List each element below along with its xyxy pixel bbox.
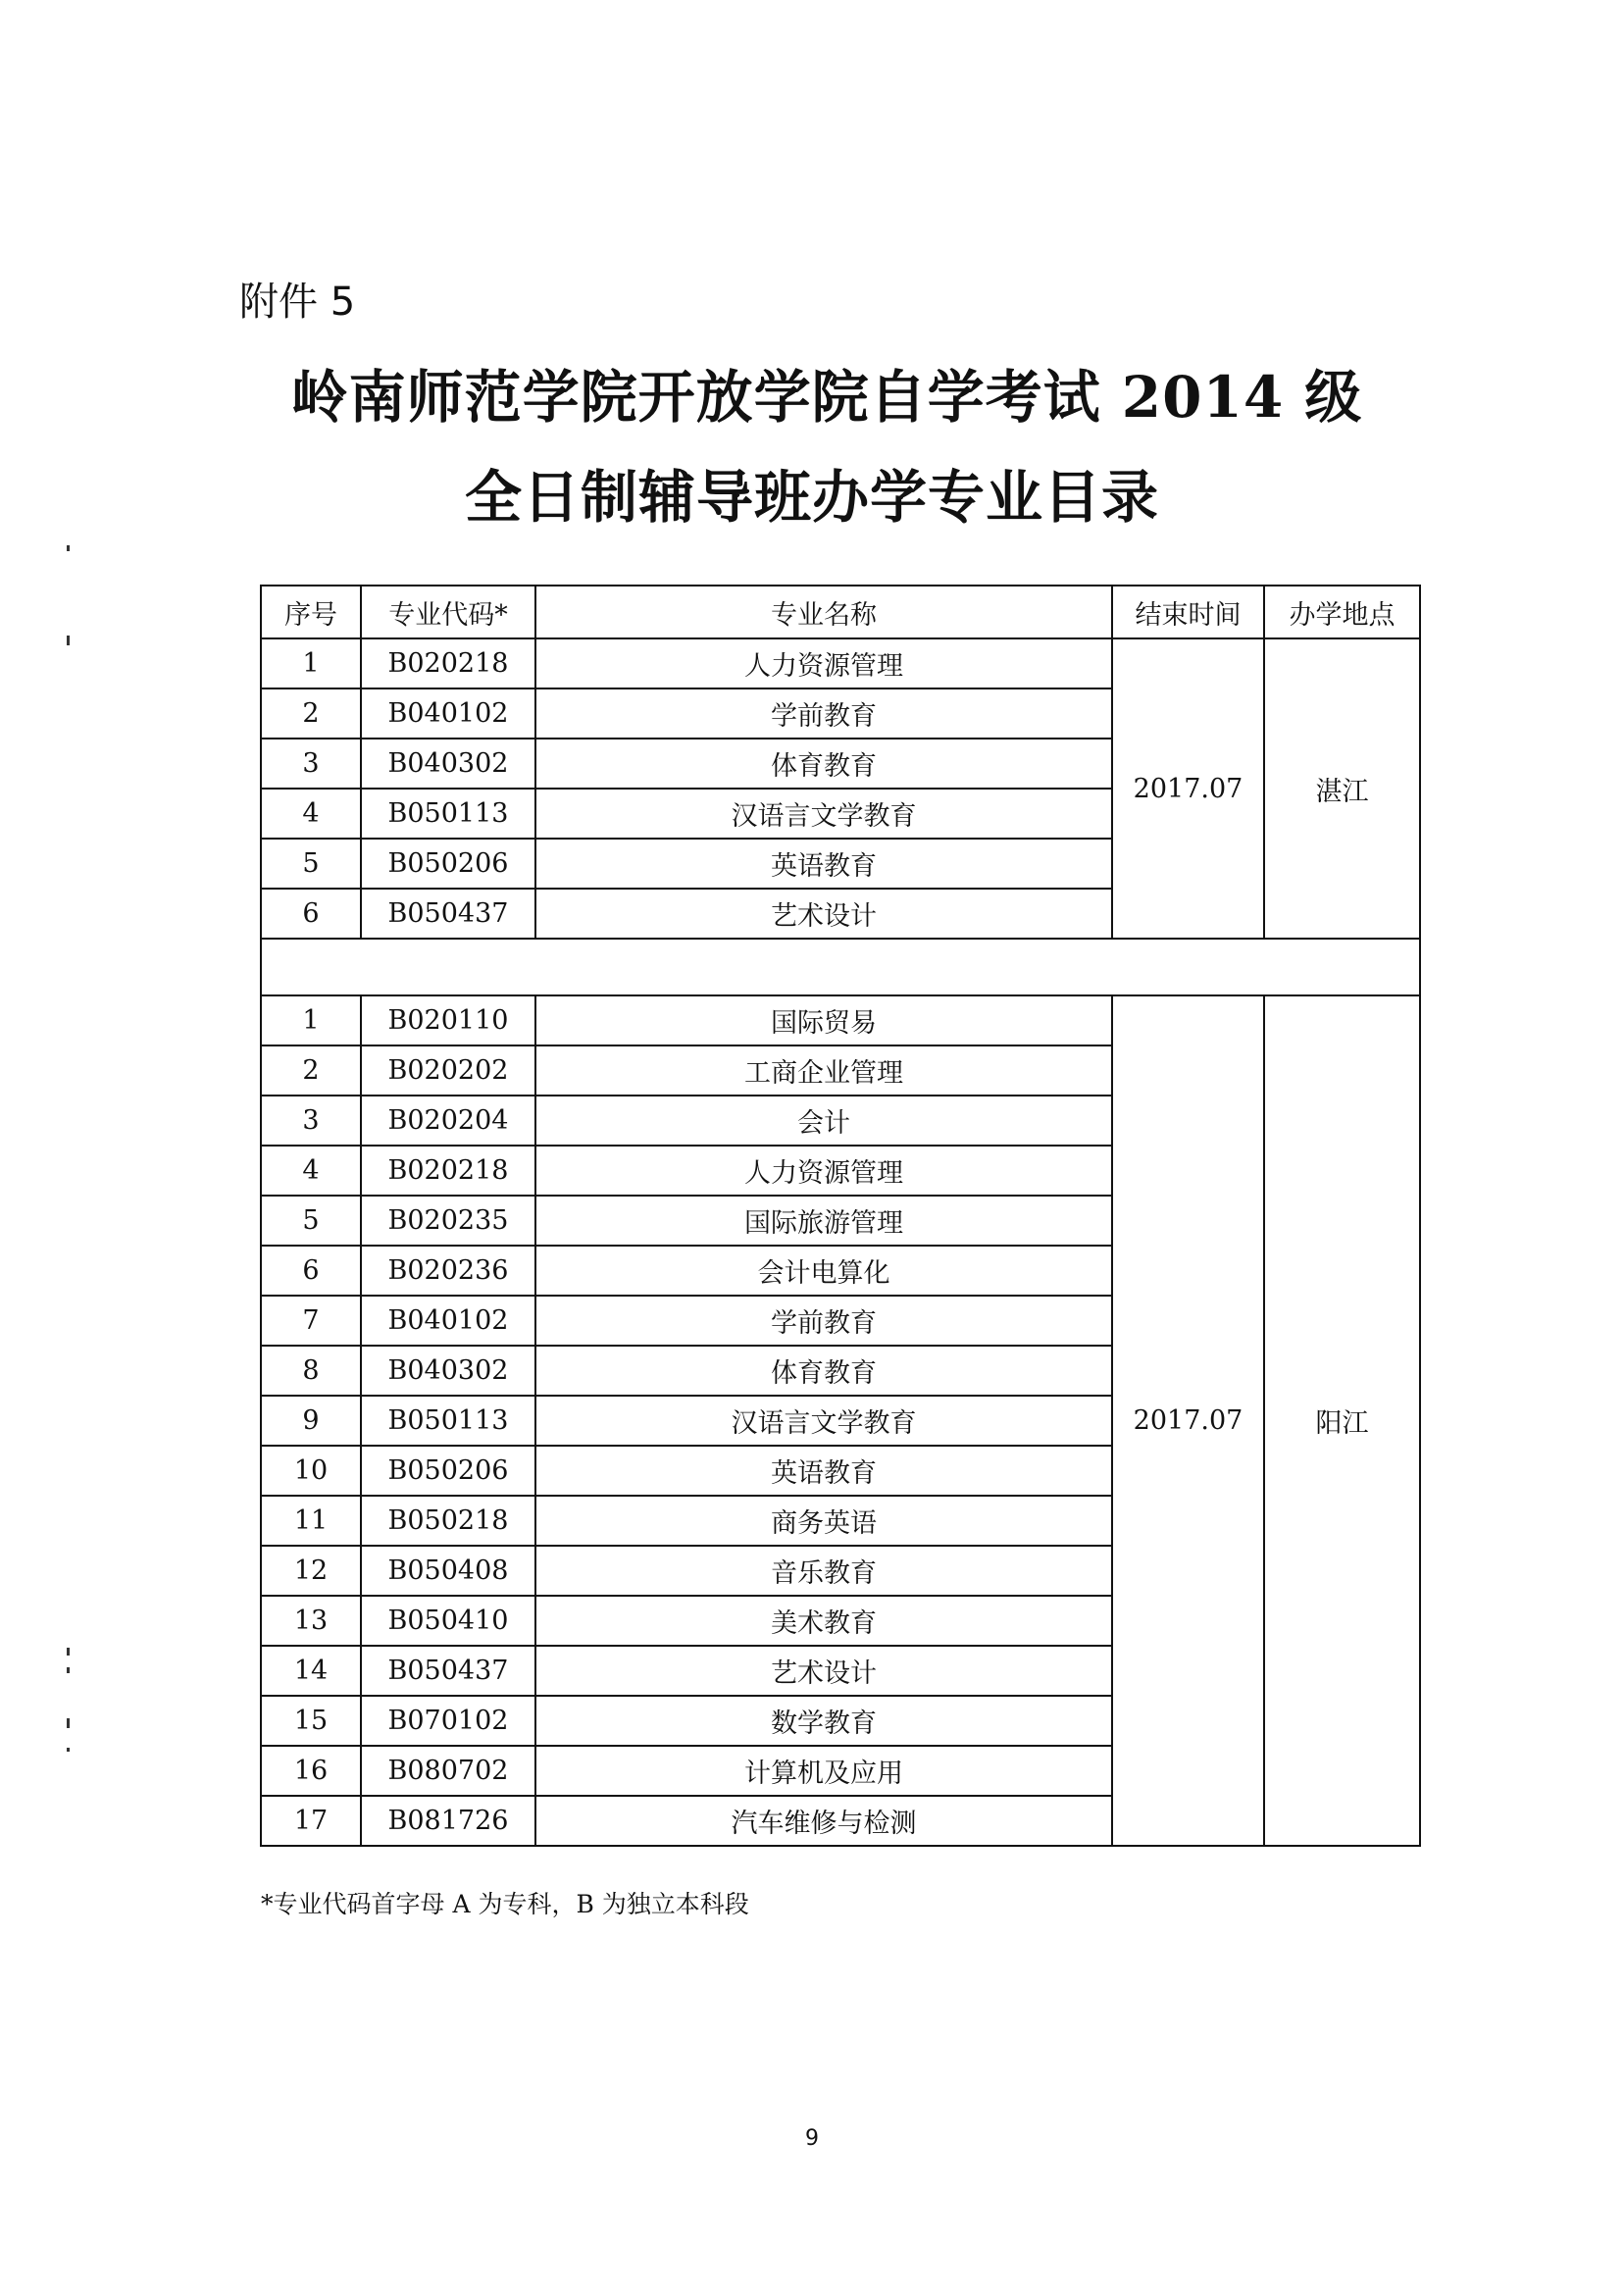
row-index: 5 [261,839,361,889]
major-code: B050113 [361,1396,535,1446]
major-code: B040302 [361,739,535,789]
major-code: B040102 [361,1296,535,1346]
table-header-row [261,586,1420,638]
document-title-line2: 全日制辅导班办学专业目录 [464,464,1159,531]
end-time: 2017.07 [1112,638,1264,939]
major-code: B020218 [361,1146,535,1196]
scan-mark [67,1718,70,1728]
row-index: 3 [261,739,361,789]
major-name: 美术教育 [535,1596,1112,1646]
major-name: 体育教育 [535,1346,1112,1396]
row-index: 9 [261,1396,361,1446]
row-index: 2 [261,688,361,739]
major-name: 英语教育 [535,839,1112,889]
major-code: B050437 [361,1646,535,1696]
major-code: B070102 [361,1696,535,1746]
location: 湛江 [1264,638,1420,939]
document-title-line1: 岭南师范学院开放学院自学考试 2014 级 [290,364,1363,431]
group-separator-row [261,939,1420,995]
row-index: 7 [261,1296,361,1346]
major-code: B050218 [361,1496,535,1546]
attachment-label: 附件 5 [239,280,356,325]
table-row [261,638,1420,688]
row-index: 10 [261,1446,361,1496]
row-index: 11 [261,1496,361,1546]
header-index: 序号 [261,586,361,638]
row-index: 12 [261,1546,361,1596]
major-code: B020236 [361,1246,535,1296]
scan-mark [67,636,70,645]
major-name: 人力资源管理 [535,638,1112,688]
row-index: 15 [261,1696,361,1746]
table-row [261,995,1420,1045]
major-code: B050410 [361,1596,535,1646]
major-name: 国际旅游管理 [535,1196,1112,1246]
row-index: 4 [261,1146,361,1196]
major-code: B020202 [361,1045,535,1096]
scan-mark [67,1748,70,1752]
major-name: 国际贸易 [535,995,1112,1045]
header-major-code: 专业代码* [361,586,535,638]
location: 阳江 [1264,995,1420,1846]
major-name: 会计电算化 [535,1246,1112,1296]
major-name: 会计 [535,1096,1112,1146]
row-index: 1 [261,995,361,1045]
row-index: 13 [261,1596,361,1646]
row-index: 3 [261,1096,361,1146]
major-name: 体育教育 [535,739,1112,789]
row-index: 8 [261,1346,361,1396]
major-name: 汉语言文学教育 [535,789,1112,839]
major-name: 学前教育 [535,1296,1112,1346]
major-name: 音乐教育 [535,1546,1112,1596]
page-number: 9 [805,2126,819,2151]
group-separator [261,939,1420,995]
major-name: 商务英语 [535,1496,1112,1546]
major-name: 艺术设计 [535,889,1112,939]
header-end-time: 结束时间 [1112,586,1264,638]
row-index: 2 [261,1045,361,1096]
header-major-name: 专业名称 [535,586,1112,638]
row-index: 16 [261,1746,361,1796]
row-index: 17 [261,1796,361,1846]
row-index: 5 [261,1196,361,1246]
end-time: 2017.07 [1112,995,1264,1846]
major-name: 计算机及应用 [535,1746,1112,1796]
row-index: 6 [261,889,361,939]
major-code: B050408 [361,1546,535,1596]
row-index: 1 [261,638,361,688]
major-code: B050437 [361,889,535,939]
major-code: B050206 [361,839,535,889]
major-name: 工商企业管理 [535,1045,1112,1096]
major-name: 人力资源管理 [535,1146,1112,1196]
major-name: 学前教育 [535,688,1112,739]
majors-table [260,585,1421,1847]
major-code: B020204 [361,1096,535,1146]
major-code: B080702 [361,1746,535,1796]
major-name: 艺术设计 [535,1646,1112,1696]
major-code: B020235 [361,1196,535,1246]
major-code: B050206 [361,1446,535,1496]
scan-mark [67,1648,70,1656]
major-code: B081726 [361,1796,535,1846]
major-code: B040102 [361,688,535,739]
scan-mark [67,545,70,551]
major-code: B040302 [361,1346,535,1396]
row-index: 14 [261,1646,361,1696]
major-name: 汽车维修与检测 [535,1796,1112,1846]
row-index: 6 [261,1246,361,1296]
scan-mark [67,1667,70,1673]
major-name: 汉语言文学教育 [535,1396,1112,1446]
major-code: B020110 [361,995,535,1045]
header-location: 办学地点 [1264,586,1420,638]
major-code: B050113 [361,789,535,839]
major-name: 数学教育 [535,1696,1112,1746]
major-code: B020218 [361,638,535,688]
footnote: *专业代码首字母 A 为专科，B 为独立本科段 [261,1890,749,1918]
major-name: 英语教育 [535,1446,1112,1496]
row-index: 4 [261,789,361,839]
